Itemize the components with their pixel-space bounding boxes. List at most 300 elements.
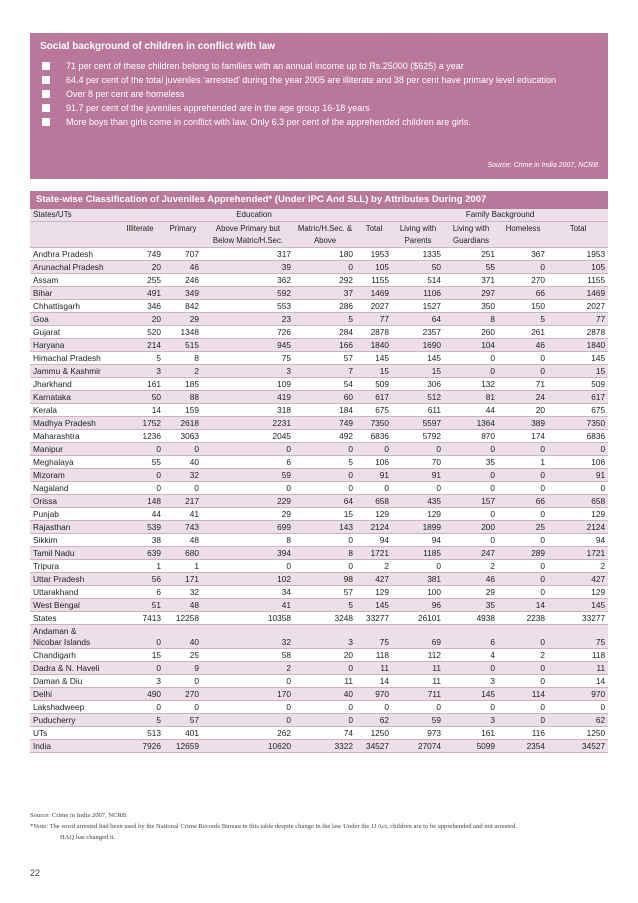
table-cell: 0 xyxy=(444,662,498,675)
subheader-cell: Living with Parents xyxy=(392,222,444,248)
square-bullet-icon xyxy=(42,62,50,70)
table-cell: 20 xyxy=(294,649,356,662)
table-cell: 100 xyxy=(392,586,444,599)
table-cell: 0 xyxy=(294,534,356,547)
table-cell: 346 xyxy=(116,300,164,313)
table-cell: 492 xyxy=(294,430,356,443)
table-cell: 14 xyxy=(356,675,392,688)
subheader-cell: Total xyxy=(356,222,392,248)
header-education: Education xyxy=(116,209,392,222)
table-row xyxy=(30,482,608,495)
table-cell: 1 xyxy=(498,456,548,469)
table-cell: 726 xyxy=(202,326,294,339)
table-cell: 0 xyxy=(294,443,356,456)
table-cell: 0 xyxy=(498,261,548,274)
table-cell: 286 xyxy=(294,300,356,313)
table-cell: 1 xyxy=(164,560,202,573)
row-label: Uttar Pradesh xyxy=(30,573,116,586)
table-cell: 14 xyxy=(498,599,548,612)
table-cell: 81 xyxy=(444,391,498,404)
header-row xyxy=(30,209,608,222)
table-cell: 509 xyxy=(356,378,392,391)
row-label: Punjab xyxy=(30,508,116,521)
table-row xyxy=(30,688,608,701)
table-cell: 34527 xyxy=(548,740,608,753)
table-cell: 62 xyxy=(356,714,392,727)
table-cell: 161 xyxy=(116,378,164,391)
table-cell: 0 xyxy=(548,482,608,495)
table-row xyxy=(30,508,608,521)
table-row xyxy=(30,701,608,714)
table-cell: 10358 xyxy=(202,612,294,625)
row-label: Delhi xyxy=(30,688,116,701)
table-row xyxy=(30,469,608,482)
table-cell: 0 xyxy=(202,675,294,688)
table-cell: 105 xyxy=(548,261,608,274)
table-cell: 3248 xyxy=(294,612,356,625)
info-box xyxy=(30,33,608,179)
table-cell: 59 xyxy=(392,714,444,727)
table-cell: 5 xyxy=(294,599,356,612)
table-cell: 0 xyxy=(548,701,608,714)
table-cell: 0 xyxy=(294,469,356,482)
table-cell: 114 xyxy=(498,688,548,701)
table-cell: 381 xyxy=(392,573,444,586)
table-cell: 145 xyxy=(444,688,498,701)
table-row xyxy=(30,573,608,586)
table-cell: 57 xyxy=(164,714,202,727)
row-label: Arunachal Pradesh xyxy=(30,261,116,274)
table-cell: 96 xyxy=(392,599,444,612)
table-cell: 11 xyxy=(392,662,444,675)
table-cell: 2231 xyxy=(202,417,294,430)
table-cell: 0 xyxy=(294,560,356,573)
table-cell: 59 xyxy=(202,469,294,482)
table-cell: 251 xyxy=(444,248,498,261)
table-cell: 0 xyxy=(498,560,548,573)
table-cell: 7350 xyxy=(356,417,392,430)
table-cell: 5 xyxy=(498,313,548,326)
table-title: State-wise Classification of Juveniles Apprehended* (Under IPC And SLL) by Attributes During 2007 xyxy=(30,191,608,209)
table-cell: 14 xyxy=(548,675,608,688)
table-cell: 0 xyxy=(498,573,548,586)
table-cell: 1899 xyxy=(392,521,444,534)
table-cell: 5 xyxy=(116,714,164,727)
juvenile-table xyxy=(30,209,608,753)
table-cell: 490 xyxy=(116,688,164,701)
row-label: Puducherry xyxy=(30,714,116,727)
table-cell: 24 xyxy=(498,391,548,404)
bullet-list xyxy=(40,59,598,129)
subheader-row xyxy=(30,222,608,248)
table-cell: 34 xyxy=(202,586,294,599)
table-cell: 749 xyxy=(294,417,356,430)
table-cell: 66 xyxy=(498,495,548,508)
table-cell: 40 xyxy=(164,625,202,649)
table-cell: 292 xyxy=(294,274,356,287)
table-cell: 55 xyxy=(444,261,498,274)
table-cell: 64 xyxy=(294,495,356,508)
table-cell: 2 xyxy=(444,560,498,573)
table-cell: 0 xyxy=(498,714,548,727)
table-cell: 9 xyxy=(164,662,202,675)
row-label: Maharashtra xyxy=(30,430,116,443)
table-cell: 0 xyxy=(202,443,294,456)
table-cell: 10620 xyxy=(202,740,294,753)
table-cell: 970 xyxy=(356,688,392,701)
table-cell: 3 xyxy=(294,625,356,649)
table-cell: 35 xyxy=(444,456,498,469)
table-cell: 394 xyxy=(202,547,294,560)
row-label: Himachal Pradesh xyxy=(30,352,116,365)
table-cell: 349 xyxy=(164,287,202,300)
table-cell: 75 xyxy=(356,625,392,649)
notes-line-1: *Note: The word arrested had been used by the National Crime Records Bureau in this table despite change in the law Under the JJ Act, children are to be apprehended and not arrested. xyxy=(30,823,517,830)
table-cell: 105 xyxy=(356,261,392,274)
juvenile-table-section xyxy=(30,191,608,753)
row-label: Manipur xyxy=(30,443,116,456)
table-cell: 214 xyxy=(116,339,164,352)
table-cell: 8 xyxy=(164,352,202,365)
table-row xyxy=(30,714,608,727)
table-cell: 2238 xyxy=(498,612,548,625)
table-cell: 0 xyxy=(202,560,294,573)
row-label: Andhra Pradesh xyxy=(30,248,116,261)
table-cell: 7350 xyxy=(548,417,608,430)
table-row xyxy=(30,300,608,313)
table-cell: 37 xyxy=(294,287,356,300)
table-row xyxy=(30,599,608,612)
subheader-cell: Above Primary but Below Matric/H.Sec. xyxy=(202,222,294,248)
box-source: Source: Crime in India 2007, NCRB xyxy=(487,162,598,169)
table-cell: 1335 xyxy=(392,248,444,261)
table-cell: 539 xyxy=(116,521,164,534)
row-label: Gujarat xyxy=(30,326,116,339)
row-label: Karnataka xyxy=(30,391,116,404)
table-cell: 46 xyxy=(164,261,202,274)
table-cell: 0 xyxy=(392,701,444,714)
table-cell: 5 xyxy=(116,352,164,365)
table-cell: 32 xyxy=(164,586,202,599)
table-cell: 5 xyxy=(294,313,356,326)
table-cell: 75 xyxy=(548,625,608,649)
table-cell: 270 xyxy=(498,274,548,287)
table-cell: 4938 xyxy=(444,612,498,625)
subheader-blank xyxy=(30,222,116,248)
table-cell: 0 xyxy=(498,352,548,365)
table-cell: 617 xyxy=(356,391,392,404)
table-cell: 50 xyxy=(116,391,164,404)
table-cell: 102 xyxy=(202,573,294,586)
table-cell: 171 xyxy=(164,573,202,586)
table-cell: 0 xyxy=(444,508,498,521)
table-cell: 129 xyxy=(356,508,392,521)
table-cell: 62 xyxy=(548,714,608,727)
table-cell: 658 xyxy=(548,495,608,508)
table-cell: 592 xyxy=(202,287,294,300)
table-cell: 11 xyxy=(548,662,608,675)
table-cell: 2045 xyxy=(202,430,294,443)
table-cell: 2618 xyxy=(164,417,202,430)
table-cell: 870 xyxy=(444,430,498,443)
table-cell: 512 xyxy=(392,391,444,404)
table-cell: 1840 xyxy=(548,339,608,352)
table-cell: 129 xyxy=(392,508,444,521)
table-cell: 0 xyxy=(498,508,548,521)
table-cell: 15 xyxy=(392,365,444,378)
table-cell: 427 xyxy=(356,573,392,586)
table-row xyxy=(30,313,608,326)
table-cell: 1250 xyxy=(356,727,392,740)
row-label: Daman & Diu xyxy=(30,675,116,688)
table-cell: 46 xyxy=(498,339,548,352)
table-cell: 680 xyxy=(164,547,202,560)
row-label: Madhya Pradesh xyxy=(30,417,116,430)
row-label: Bihar xyxy=(30,287,116,300)
table-row xyxy=(30,261,608,274)
table-cell: 20 xyxy=(116,313,164,326)
table-cell: 0 xyxy=(498,365,548,378)
table-cell: 94 xyxy=(548,534,608,547)
table-cell: 611 xyxy=(392,404,444,417)
table-cell: 20 xyxy=(116,261,164,274)
table-cell: 0 xyxy=(498,701,548,714)
table-cell: 639 xyxy=(116,547,164,560)
page-number: 22 xyxy=(30,868,41,878)
info-box-title: Social background of children in conflict with law xyxy=(40,41,276,52)
table-cell: 270 xyxy=(164,688,202,701)
table-cell: 32 xyxy=(202,625,294,649)
table-cell: 5597 xyxy=(392,417,444,430)
square-bullet-icon xyxy=(42,118,50,126)
table-cell: 367 xyxy=(498,248,548,261)
table-cell: 1250 xyxy=(548,727,608,740)
table-row xyxy=(30,495,608,508)
table-cell: 0 xyxy=(164,675,202,688)
table-cell: 0 xyxy=(356,482,392,495)
table-cell: 112 xyxy=(392,649,444,662)
table-cell: 515 xyxy=(164,339,202,352)
table-cell: 94 xyxy=(392,534,444,547)
table-cell: 11 xyxy=(392,675,444,688)
table-cell: 1953 xyxy=(548,248,608,261)
table-cell: 8 xyxy=(444,313,498,326)
table-cell: 1721 xyxy=(548,547,608,560)
row-label xyxy=(30,625,116,649)
table-cell: 1469 xyxy=(356,287,392,300)
table-cell: 4 xyxy=(444,649,498,662)
table-cell: 106 xyxy=(548,456,608,469)
table-cell: 0 xyxy=(392,443,444,456)
table-cell: 0 xyxy=(294,662,356,675)
table-cell: 91 xyxy=(392,469,444,482)
table-cell: 145 xyxy=(356,352,392,365)
table-cell: 5 xyxy=(294,456,356,469)
table-cell: 29 xyxy=(202,508,294,521)
row-label: Sikkim xyxy=(30,534,116,547)
row-label: Jammu & Kashmir xyxy=(30,365,116,378)
table-cell: 1840 xyxy=(356,339,392,352)
table-cell: 3 xyxy=(444,675,498,688)
table-cell: 707 xyxy=(164,248,202,261)
row-label: Lakshadweep xyxy=(30,701,116,714)
table-cell: 25 xyxy=(164,649,202,662)
table-cell: 25 xyxy=(498,521,548,534)
table-cell: 0 xyxy=(548,443,608,456)
bullet-item: More boys than girls come in conflict with law. Only 6.3 per cent of the apprehended children are girls. xyxy=(40,115,598,129)
table-cell: 0 xyxy=(498,586,548,599)
table-row xyxy=(30,404,608,417)
table-cell: 6 xyxy=(444,625,498,649)
table-cell: 297 xyxy=(444,287,498,300)
table-row xyxy=(30,378,608,391)
table-cell: 262 xyxy=(202,727,294,740)
bullet-item: 64.4 per cent of the total juveniles ‘arrested’ during the year 2005 are illiterate and 38 per cent have primary level education xyxy=(40,73,598,87)
table-cell: 842 xyxy=(164,300,202,313)
table-cell: 0 xyxy=(294,701,356,714)
table-cell: 94 xyxy=(356,534,392,547)
table-cell: 35 xyxy=(444,599,498,612)
table-cell: 0 xyxy=(356,701,392,714)
row-label: Tamil Nadu xyxy=(30,547,116,560)
table-cell: 711 xyxy=(392,688,444,701)
table-cell: 29 xyxy=(164,313,202,326)
row-label-line: Andaman & xyxy=(33,626,77,637)
table-cell: 15 xyxy=(356,365,392,378)
table-cell: 129 xyxy=(548,586,608,599)
table-cell: 0 xyxy=(164,701,202,714)
table-cell: 1721 xyxy=(356,547,392,560)
table-cell: 362 xyxy=(202,274,294,287)
table-cell: 57 xyxy=(294,586,356,599)
table-cell: 1953 xyxy=(356,248,392,261)
table-row xyxy=(30,287,608,300)
table-cell: 0 xyxy=(116,469,164,482)
subheader-cell: Living with Guardians xyxy=(444,222,498,248)
table-cell: 2878 xyxy=(548,326,608,339)
table-cell: 513 xyxy=(116,727,164,740)
table-cell: 5099 xyxy=(444,740,498,753)
table-cell: 0 xyxy=(164,443,202,456)
row-label: Dadra & N. Haveli xyxy=(30,662,116,675)
row-label: States xyxy=(30,612,116,625)
table-row xyxy=(30,662,608,675)
table-cell: 617 xyxy=(548,391,608,404)
table-cell: 7413 xyxy=(116,612,164,625)
table-cell: 1364 xyxy=(444,417,498,430)
table-cell: 0 xyxy=(444,443,498,456)
table-row xyxy=(30,274,608,287)
table-cell: 1 xyxy=(116,560,164,573)
table-cell: 401 xyxy=(164,727,202,740)
table-cell: 7926 xyxy=(116,740,164,753)
bullet-item: Over 8 per cent are homeless xyxy=(40,87,598,101)
table-cell: 106 xyxy=(356,456,392,469)
table-cell: 41 xyxy=(202,599,294,612)
table-cell: 945 xyxy=(202,339,294,352)
table-cell: 749 xyxy=(116,248,164,261)
table-cell: 15 xyxy=(116,649,164,662)
table-cell: 2124 xyxy=(548,521,608,534)
table-row xyxy=(30,727,608,740)
table-cell: 33277 xyxy=(356,612,392,625)
table-row xyxy=(30,740,608,753)
table-cell: 44 xyxy=(444,404,498,417)
table-cell: 284 xyxy=(294,326,356,339)
row-label: Nagaland xyxy=(30,482,116,495)
table-cell: 91 xyxy=(548,469,608,482)
table-cell: 129 xyxy=(356,586,392,599)
table-cell: 98 xyxy=(294,573,356,586)
table-cell: 0 xyxy=(116,443,164,456)
table-cell: 0 xyxy=(164,482,202,495)
table-cell: 3 xyxy=(444,714,498,727)
subheader-cell: Primary xyxy=(164,222,202,248)
table-cell: 2 xyxy=(548,560,608,573)
notes-line-2: HAQ has changed it. xyxy=(60,834,116,841)
table-cell: 0 xyxy=(294,482,356,495)
row-label: Assam xyxy=(30,274,116,287)
table-cell: 48 xyxy=(164,534,202,547)
table-cell: 12258 xyxy=(164,612,202,625)
row-label: UTs xyxy=(30,727,116,740)
table-cell: 170 xyxy=(202,688,294,701)
table-cell: 20 xyxy=(498,404,548,417)
table-cell: 520 xyxy=(116,326,164,339)
table-cell: 6 xyxy=(202,456,294,469)
table-cell: 56 xyxy=(116,573,164,586)
table-row xyxy=(30,675,608,688)
table-row xyxy=(30,443,608,456)
table-cell: 161 xyxy=(444,727,498,740)
table-cell: 40 xyxy=(164,456,202,469)
table-cell: 11 xyxy=(294,675,356,688)
table-cell: 6 xyxy=(116,586,164,599)
table-row xyxy=(30,612,608,625)
table-cell: 70 xyxy=(392,456,444,469)
table-cell: 491 xyxy=(116,287,164,300)
table-cell: 15 xyxy=(294,508,356,521)
table-row xyxy=(30,248,608,261)
row-label: Uttarakhand xyxy=(30,586,116,599)
table-row xyxy=(30,547,608,560)
table-cell: 50 xyxy=(392,261,444,274)
subheader-cell: Total xyxy=(548,222,608,248)
table-cell: 1527 xyxy=(392,300,444,313)
table-cell: 658 xyxy=(356,495,392,508)
bullet-item: 91.7 per cent of the juveniles apprehended are in the age group 16-18 years xyxy=(40,101,598,115)
table-cell: 66 xyxy=(498,287,548,300)
table-cell: 0 xyxy=(498,482,548,495)
table-cell: 675 xyxy=(356,404,392,417)
table-row xyxy=(30,430,608,443)
table-cell: 148 xyxy=(116,495,164,508)
table-cell: 8 xyxy=(294,547,356,560)
table-cell: 514 xyxy=(392,274,444,287)
table-cell: 0 xyxy=(202,701,294,714)
table-row xyxy=(30,417,608,430)
table-cell: 2357 xyxy=(392,326,444,339)
table-cell: 3 xyxy=(116,365,164,378)
table-cell: 435 xyxy=(392,495,444,508)
table-cell: 55 xyxy=(116,456,164,469)
table-cell: 41 xyxy=(164,508,202,521)
table-cell: 44 xyxy=(116,508,164,521)
table-cell: 1348 xyxy=(164,326,202,339)
table-cell: 8 xyxy=(202,534,294,547)
table-cell: 2027 xyxy=(548,300,608,313)
table-row xyxy=(30,456,608,469)
